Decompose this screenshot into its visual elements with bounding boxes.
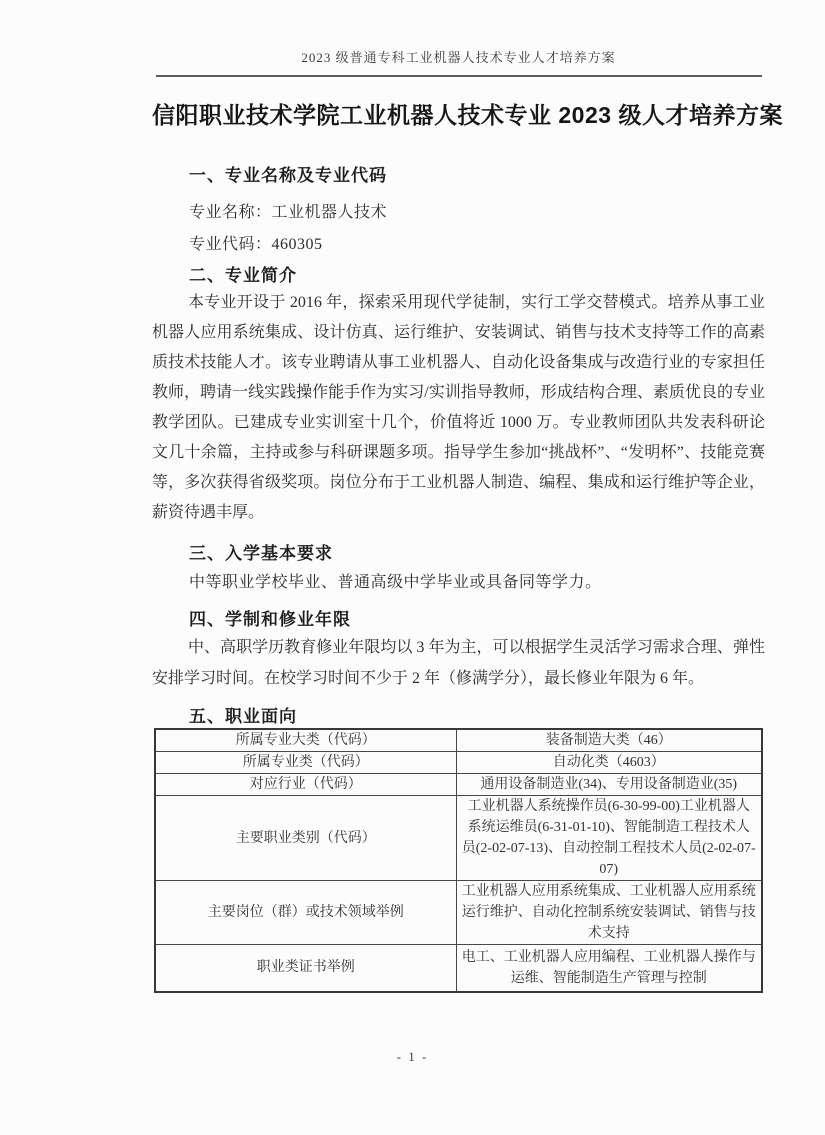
row-label-cell: 所属专业大类（代码） — [155, 729, 456, 752]
table-row — [155, 774, 762, 796]
row-label-cell: 主要岗位（群）或技术领域举例 — [155, 881, 456, 945]
document-title: 信阳职业技术学院工业机器人技术专业 2023 级人才培养方案 — [152, 102, 783, 128]
career-orientation-table — [154, 728, 763, 993]
major-introduction-paragraph: 本专业开设于 2016 年，探索采用现代学徒制，实行工学交替模式。培养从事工业机器人应用系统集成、设计仿真、运行维护、安装调试、销售与技术支持等工作的高素质技术技能人才。该专业聘请从事工业机器人、自动化设备集成与改造行业的专家担任教师，聘请一线实践操作能手作为实习/实训指导教师，形成结构合理、素质优良的专业教学团队。已建成专业实训室十几个，价值将近 1000 万。专业教师团队共发表科研论文几十余篇，主持或参与科研课题多项。指导学生参加“挑战杯”、“发明杯”、技能竞赛等，多次获得省级奖项。岗位分布于工业机器人制造、编程、集成和运行维护等企业，薪资待遇丰厚。 — [152, 294, 765, 521]
row-value-cell: 自动化类（4603） — [456, 752, 762, 774]
row-value-cell: 通用设备制造业(34)、专用设备制造业(35) — [456, 774, 762, 796]
running-header: 2023 级普通专科工业机器人技术专业人才培养方案 — [301, 50, 616, 65]
section-heading-4: 四、学制和修业年限 — [189, 610, 351, 629]
header-divider-line — [156, 75, 762, 77]
table-row — [155, 945, 762, 992]
row-label-cell: 所属专业类（代码） — [155, 752, 456, 774]
admission-requirement-line: 中等职业学校毕业、普通高级中学毕业或具备同等学力。 — [189, 574, 602, 591]
row-label-cell: 对应行业（代码） — [155, 774, 456, 796]
row-value-cell: 工业机器人系统操作员(6-30-99-00)工业机器人系统运维员(6-31-01-10)、智能制造工程技术人员(2-02-07-13)、自动控制工程技术人员(2-02-07-07) — [456, 796, 762, 881]
section-heading-5: 五、职业面向 — [189, 707, 297, 726]
table-row — [155, 729, 762, 752]
row-value-cell: 装备制造大类（46） — [456, 729, 762, 752]
section-heading-3: 三、入学基本要求 — [189, 544, 333, 563]
table-row — [155, 752, 762, 774]
section-heading-2: 二、专业简介 — [189, 266, 297, 285]
row-value-cell: 工业机器人应用系统集成、工业机器人应用系统运行维护、自动化控制系统安装调试、销售与技术支持 — [456, 881, 762, 945]
row-value-cell: 电工、工业机器人应用编程、工业机器人操作与运维、智能制造生产管理与控制 — [456, 945, 762, 992]
table-row — [155, 881, 762, 945]
row-label-cell: 主要职业类别（代码） — [155, 796, 456, 881]
page-number: - 1 - — [396, 1049, 429, 1064]
page-content-area — [152, 0, 783, 1135]
study-duration-paragraph: 中、高职学历教育修业年限均以 3 年为主，可以根据学生灵活学习需求合理、弹性安排学习时间。在校学习时间不少于 2 年（修满学分），最长修业年限为 6 年。 — [152, 639, 765, 687]
table-row — [155, 796, 762, 881]
row-label-cell: 职业类证书举例 — [155, 945, 456, 992]
section-heading-1: 一、专业名称及专业代码 — [189, 166, 387, 185]
major-name-line: 专业名称：工业机器人技术 — [189, 204, 388, 221]
major-code-line: 专业代码：460305 — [189, 236, 323, 253]
